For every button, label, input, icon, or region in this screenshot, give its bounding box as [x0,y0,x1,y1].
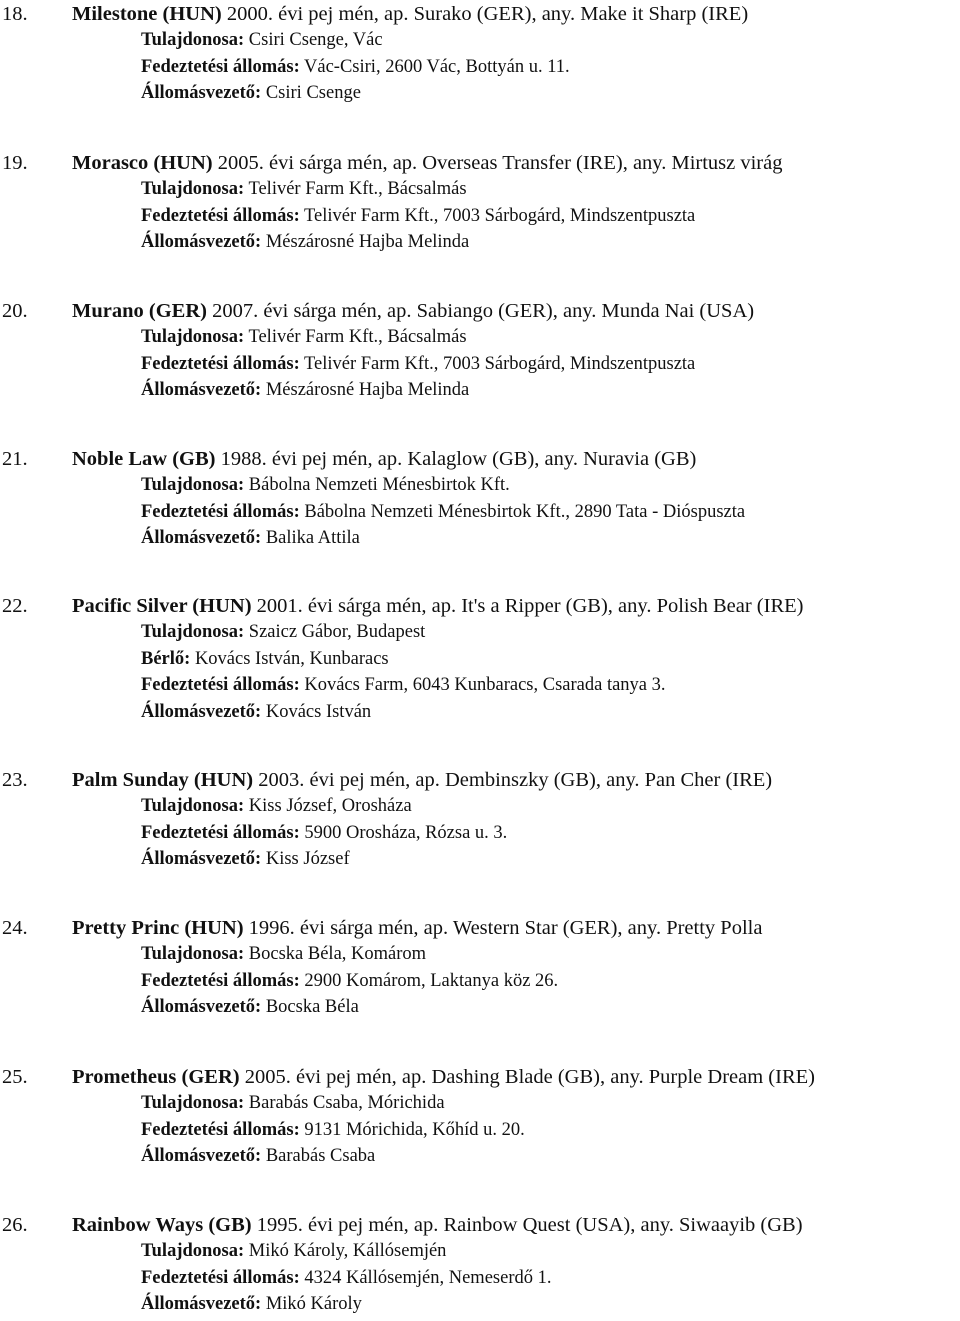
manager-value: Kovács István [261,701,372,722]
manager-label: Állomásvezető: [141,701,262,722]
owner-value: Bábolna Nemzeti Ménesbirtok Kft. [244,475,510,495]
owner-value: Bocska Béla, Komárom [244,944,427,964]
entry-header [0,446,960,472]
horse-name: Pacific Silver (HUN) [72,595,252,617]
station-line [141,968,960,995]
owner-value: Szaicz Gábor, Budapest [244,622,426,642]
manager-line [141,994,960,1021]
entry-number: 18. [2,3,28,25]
horse-name: Murano (GER) [72,300,207,322]
entry-heading [72,150,783,176]
entry-heading [72,1064,815,1090]
owner-label: Tulajdonosa: [141,475,245,495]
station-line [141,351,960,378]
entry-number: 22. [2,595,28,617]
station-line [141,203,960,230]
entry-number: 20. [2,300,28,322]
entry-heading [72,593,803,619]
owner-value: Barabás Csaba, Mórichida [244,1093,445,1113]
owner-line [141,324,960,351]
manager-line [141,699,960,726]
entry-header [0,767,960,793]
manager-value: Balika Attila [261,528,360,548]
horse-description: 2001. évi sárga mén, ap. It's a Ripper (GB), any. Polish Bear (IRE) [251,595,804,617]
owner-line [141,176,960,203]
owner-label: Tulajdonosa: [141,796,245,816]
horse-description: 1996. évi sárga mén, ap. Western Star (GER), any. Pretty Polla [243,917,763,939]
entry-number: 24. [2,917,28,939]
entry-number: 21. [2,448,28,470]
horse-description: 2000. évi pej mén, ap. Surako (GER), any. Make it Sharp (IRE) [221,3,749,25]
horse-name: Palm Sunday (HUN) [72,769,254,791]
manager-line [141,1143,960,1170]
horse-name: Prometheus (GER) [72,1066,240,1088]
station-label: Fedeztetési állomás: [141,970,300,991]
manager-value: Mészárosné Hajba Melinda [261,232,470,252]
station-label: Fedeztetési állomás: [141,353,300,374]
manager-line [141,80,960,107]
station-line [141,672,960,699]
manager-label: Állomásvezető: [141,380,262,400]
station-line [141,820,960,847]
stallion-entry [0,915,960,1021]
manager-line [141,229,960,256]
entry-header [0,298,960,324]
owner-line [141,472,960,499]
manager-label: Állomásvezető: [141,232,262,252]
station-value: 2900 Komárom, Laktanya köz 26. [299,970,559,991]
station-value: Bábolna Nemzeti Ménesbirtok Kft., 2890 Tata - Dióspuszta [299,501,746,522]
entry-header [0,150,960,176]
entry-header [0,1212,960,1238]
owner-line [141,619,960,646]
stallion-entry [0,593,960,725]
horse-description: 2005. évi pej mén, ap. Dashing Blade (GB), any. Purple Dream (IRE) [239,1066,815,1088]
entry-header [0,1,960,27]
horse-description: 2003. évi pej mén, ap. Dembinszky (GB), any. Pan Cher (IRE) [253,769,773,791]
owner-label: Tulajdonosa: [141,327,245,347]
owner-value: Mikó Károly, Kállósemjén [244,1241,447,1261]
station-label: Fedeztetési állomás: [141,56,300,77]
owner-line [141,1090,960,1117]
entry-heading [72,298,754,324]
stallion-entry [0,446,960,552]
manager-value: Mészárosné Hajba Melinda [261,380,470,400]
station-value: Telivér Farm Kft., 7003 Sárbogárd, Mindszentpuszta [299,205,696,226]
station-label: Fedeztetési állomás: [141,1267,300,1288]
station-value: 5900 Orosháza, Rózsa u. 3. [299,822,508,843]
station-value: 9131 Mórichida, Kőhíd u. 20. [299,1119,525,1140]
station-label: Fedeztetési állomás: [141,1119,300,1140]
horse-name: Pretty Princ (HUN) [72,917,244,939]
horse-description: 1995. évi pej mén, ap. Rainbow Quest (USA), any. Siwaayib (GB) [251,1214,803,1236]
owner-line [141,793,960,820]
manager-line [141,377,960,404]
entry-heading [72,446,696,472]
owner-line [141,27,960,54]
owner-value: Csiri Csenge, Vác [244,30,383,50]
station-value: Vác-Csiri, 2600 Vác, Bottyán u. 11. [299,56,570,77]
station-line [141,1117,960,1144]
entry-header [0,1064,960,1090]
stallion-entry [0,1212,960,1318]
entry-number: 26. [2,1214,28,1236]
owner-label: Tulajdonosa: [141,30,245,50]
stallion-entry [0,1,960,107]
owner-value: Telivér Farm Kft., Bácsalmás [244,179,467,199]
station-line [141,1265,960,1292]
station-value: 4324 Kállósemjén, Nemeserdő 1. [299,1267,552,1288]
manager-label: Állomásvezető: [141,1146,262,1166]
station-value: Kovács Farm, 6043 Kunbaracs, Csarada tanya 3. [299,675,666,695]
entry-number: 23. [2,769,28,791]
entry-header [0,593,960,619]
entry-heading [72,1,748,27]
owner-line [141,941,960,968]
manager-label: Állomásvezető: [141,83,262,103]
owner-value: Kiss József, Orosháza [244,796,412,816]
owner-line [141,1238,960,1265]
manager-line [141,525,960,552]
horse-description: 1988. évi pej mén, ap. Kalaglow (GB), any. Nuravia (GB) [215,448,697,470]
entry-heading [72,767,772,793]
stallion-entry [0,298,960,404]
manager-value: Barabás Csaba [261,1146,376,1166]
station-label: Fedeztetési állomás: [141,822,300,843]
manager-label: Állomásvezető: [141,528,262,548]
manager-label: Állomásvezető: [141,997,262,1017]
stallion-entry [0,1064,960,1170]
manager-value: Bocska Béla [261,997,359,1017]
manager-label: Állomásvezető: [141,1294,262,1314]
owner-label: Tulajdonosa: [141,944,245,964]
stallion-entry [0,767,960,873]
owner-value: Telivér Farm Kft., Bácsalmás [244,327,467,347]
horse-name: Noble Law (GB) [72,448,216,470]
station-label: Fedeztetési állomás: [141,675,300,695]
horse-name: Milestone (HUN) [72,3,222,25]
manager-label: Állomásvezető: [141,849,262,869]
entry-number: 25. [2,1066,28,1088]
manager-value: Mikó Károly [261,1294,362,1314]
lessee-value: Kovács István, Kunbaracs [190,648,389,669]
entry-heading [72,1212,803,1238]
lessee-line [141,646,960,673]
lessee-label: Bérlő: [141,648,191,669]
manager-value: Csiri Csenge [261,83,361,103]
station-label: Fedeztetési állomás: [141,501,300,522]
manager-line [141,1291,960,1318]
station-line [141,499,960,526]
station-value: Telivér Farm Kft., 7003 Sárbogárd, Mindszentpuszta [299,353,696,374]
station-label: Fedeztetési állomás: [141,205,300,226]
owner-label: Tulajdonosa: [141,622,245,642]
entry-header [0,915,960,941]
horse-description: 2005. évi sárga mén, ap. Overseas Transfer (IRE), any. Mirtusz virág [212,152,783,174]
horse-name: Rainbow Ways (GB) [72,1214,252,1236]
station-line [141,54,960,81]
entry-heading [72,915,762,941]
entry-number: 19. [2,152,28,174]
manager-line [141,846,960,873]
horse-description: 2007. évi sárga mén, ap. Sabiango (GER), any. Munda Nai (USA) [206,300,755,322]
owner-label: Tulajdonosa: [141,1241,245,1261]
owner-label: Tulajdonosa: [141,179,245,199]
stallion-entry [0,150,960,256]
horse-name: Morasco (HUN) [72,152,213,174]
owner-label: Tulajdonosa: [141,1093,245,1113]
manager-value: Kiss József [261,849,350,869]
